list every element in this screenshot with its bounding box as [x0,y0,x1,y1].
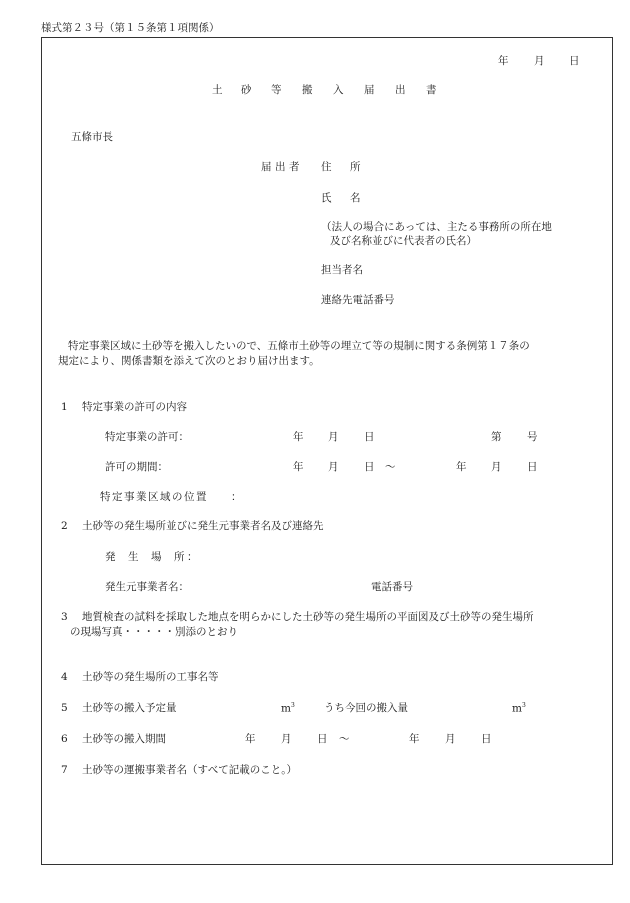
section-number: 1 [61,401,68,413]
permit-number-prefix: 第 [491,431,502,443]
area-location-label-char: 域 [160,491,171,503]
permit-date-year-label: 年 [293,431,304,443]
area-location-label-char: 定 [112,491,123,503]
site-label-char: 所 [174,551,185,563]
permit-period-label: 許可の期間： [105,461,168,473]
transport-start-day-label: 日 [317,733,328,745]
transport-start-month-label: 月 [281,733,292,745]
intro-text-line: 規定により、関係書類を添えて次のとおり届け出ます。 [58,355,320,367]
address-label-char: 住 [321,161,332,173]
corporate-note-line: 及び名称並びに代表者の氏名） [330,235,477,247]
period-start-month-label: 月 [328,461,339,473]
transport-start-year-label: 年 [245,733,256,745]
section-number: 5 [61,702,68,714]
period-end-month-label: 月 [491,461,502,473]
intro-text-line: 特定事業区域に土砂等を搬入したいので、五條市土砂等の埋立て等の規制に関する条例第１７条の [68,340,530,352]
period-tilde: ～ [385,461,396,473]
section-number: 6 [61,733,68,745]
source-company-label: 発生元事業者名： [105,581,189,593]
document-title-char: 書 [426,84,437,96]
section-title: 特定事業の許可の内容 [82,401,187,413]
source-phone-label: 電話番号 [371,581,413,593]
transport-end-year-label: 年 [409,733,420,745]
address-label-char: 所 [350,161,361,173]
unit-superscript: 3 [290,702,295,709]
permit-date-day-label: 日 [364,431,375,443]
current-volume-unit [512,702,526,716]
name-label-char: 名 [350,192,361,204]
site-label-colon: ： [187,551,198,563]
section-title: 土砂等の搬入期間 [82,733,166,745]
section-title: 土砂等の発生場所並びに発生元事業者名及び連絡先 [82,520,324,532]
period-start-year-label: 年 [293,461,304,473]
current-volume-label: うち今回の搬入量 [324,702,408,714]
area-location-colon: ： [231,491,242,503]
name-label-char: 氏 [321,192,332,204]
unit-text: m [281,702,291,715]
period-start-day-label: 日 [364,461,375,473]
unit-text: m [512,702,522,715]
addressee: 五條市長 [71,131,113,143]
corporate-note-line: （法人の場合にあっては、主たる事務所の所在地 [321,221,552,233]
applicant-label-char: 届 [261,161,272,173]
submission-date-day-label: 日 [569,55,580,67]
permit-number-suffix: 号 [527,431,538,443]
unit-superscript: 3 [521,702,526,709]
contact-person-label: 担当者名 [321,264,363,276]
document-title-char: 入 [333,84,344,96]
period-end-year-label: 年 [456,461,467,473]
period-end-day-label: 日 [527,461,538,473]
section-number: 2 [61,520,68,532]
area-location-label-char: 置 [196,491,207,503]
transport-end-month-label: 月 [445,733,456,745]
form-number: 様式第２３号（第１５条第１項関係） [41,22,220,34]
permit-label: 特定事業の許可： [105,431,189,443]
total-volume-unit [281,702,295,716]
document-title-char: 砂 [241,84,252,96]
document-title-char: 搬 [302,84,313,96]
section-text-line: の現場写真・・・・・別添のとおり [70,626,238,638]
site-label-char: 発 [105,551,116,563]
contact-phone-label: 連絡先電話番号 [321,294,395,306]
area-location-label-char: 特 [100,491,111,503]
document-title-char: 土 [212,84,223,96]
section-title: 土砂等の搬入予定量 [82,702,177,714]
area-location-label-char: 事 [124,491,135,503]
submission-date-year-label: 年 [498,55,509,67]
permit-date-month-label: 月 [328,431,339,443]
transport-tilde: ～ [339,733,350,745]
area-location-label-char: 業 [136,491,147,503]
section-title: 土砂等の発生場所の工事名等 [82,671,219,683]
applicant-label-char: 出 [275,161,286,173]
document-title-char: 出 [395,84,406,96]
document-title-char: 等 [271,84,282,96]
transport-end-day-label: 日 [481,733,492,745]
document-title-char: 届 [364,84,375,96]
area-location-label-char: の [172,491,183,503]
site-label-char: 場 [151,551,162,563]
submission-date-month-label: 月 [534,55,545,67]
applicant-label-char: 者 [289,161,300,173]
section-number: 7 [61,764,68,776]
site-label-char: 生 [128,551,139,563]
section-text-line: 地質検査の試料を採取した地点を明らかにした土砂等の発生場所の平面図及び土砂等の発生場所 [82,611,534,623]
area-location-label-char: 区 [148,491,159,503]
section-number: 3 [61,611,68,623]
section-title: 土砂等の運搬事業者名（すべて記載のこと。） [82,764,298,776]
section-number: 4 [61,671,68,683]
area-location-label-char: 位 [184,491,195,503]
